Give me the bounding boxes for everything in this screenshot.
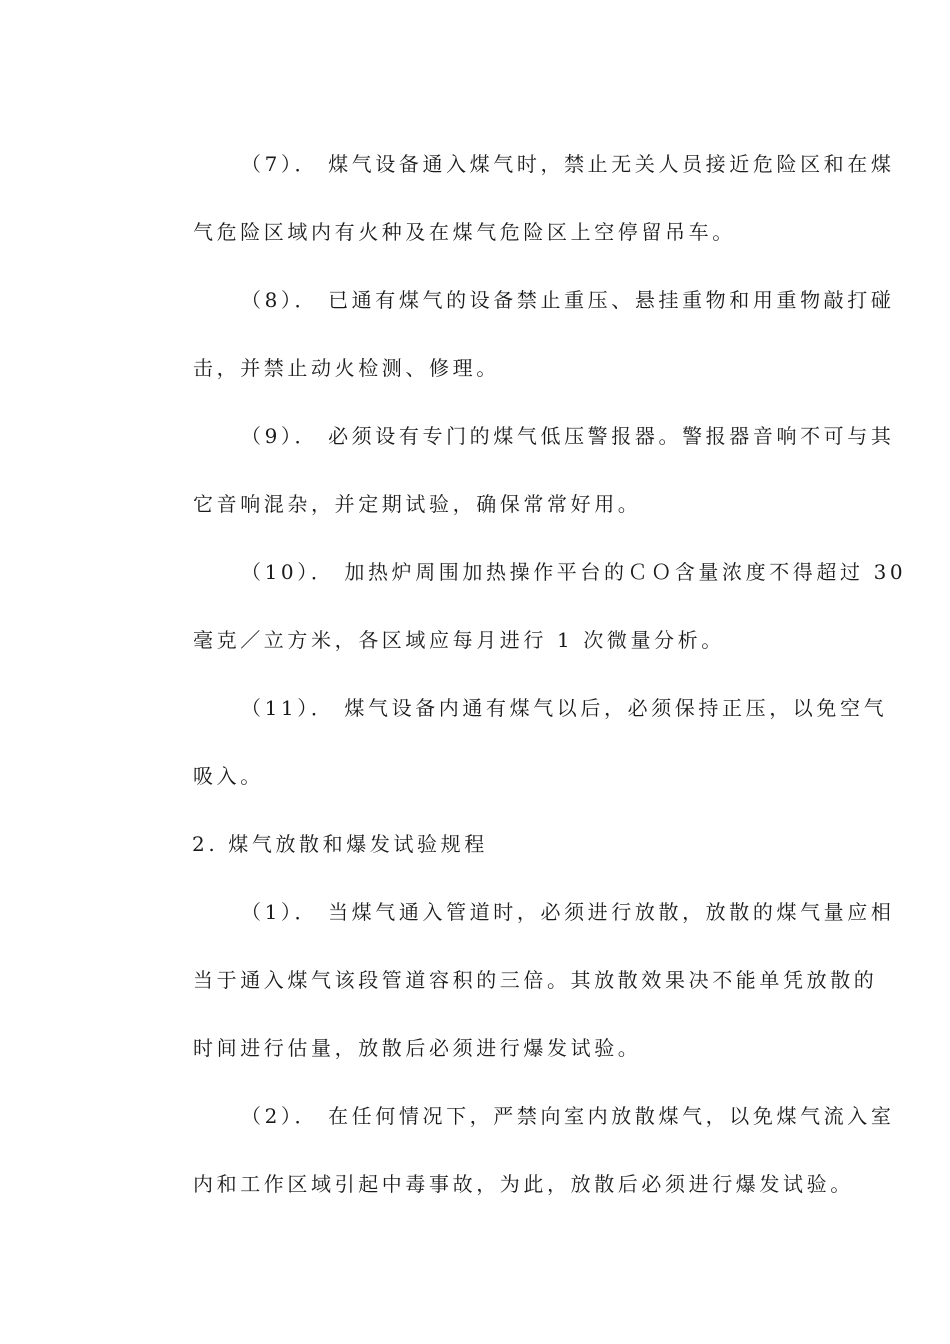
text-line: 当于通入煤气该段管道容积的三倍。其放散效果决不能单凭放散的 bbox=[193, 968, 878, 992]
text-line: 内和工作区域引起中毒事故，为此，放散后必须进行爆发试验。 bbox=[193, 1172, 854, 1196]
paragraph-item-9 bbox=[145, 402, 895, 538]
paragraph-item-10 bbox=[145, 538, 907, 674]
section-heading: 2. 煤气放散和爆发试验规程 bbox=[192, 832, 488, 856]
text-line: 毫克／立方米，各区域应每月进行 1 次微量分析。 bbox=[193, 628, 725, 652]
paragraph-item-8 bbox=[145, 266, 895, 402]
text-line: （9）． 必须设有专门的煤气低压警报器。警报器音响不可与其 bbox=[241, 424, 895, 448]
paragraph-item-7 bbox=[145, 130, 895, 266]
text-line: 它音响混杂，并定期试验，确保常常好用。 bbox=[193, 492, 642, 516]
text-line: 时间进行估量，放散后必须进行爆发试验。 bbox=[193, 1036, 642, 1060]
text-line: 吸入。 bbox=[193, 764, 264, 788]
text-line: （8）． 已通有煤气的设备禁止重压、悬挂重物和用重物敲打碰 bbox=[241, 288, 895, 312]
text-line: （10）． 加热炉周围加热操作平台的ＣＯ含量浓度不得超过 30 bbox=[241, 560, 907, 584]
paragraph-sec2-item-1 bbox=[145, 878, 895, 1082]
text-line: 击，并禁止动火检测、修理。 bbox=[193, 356, 500, 380]
text-line: （1）． 当煤气通入管道时，必须进行放散，放散的煤气量应相 bbox=[241, 900, 895, 924]
paragraph-item-11 bbox=[145, 674, 888, 810]
text-line: （2）． 在任何情况下，严禁向室内放散煤气，以免煤气流入室 bbox=[241, 1104, 895, 1128]
text-line: 气危险区域内有火种及在煤气危险区上空停留吊车。 bbox=[193, 220, 736, 244]
paragraph-sec2-item-2 bbox=[145, 1082, 895, 1218]
document-body bbox=[145, 130, 907, 1218]
text-line: （11）． 煤气设备内通有煤气以后，必须保持正压，以免空气 bbox=[241, 696, 888, 720]
text-line: （7）． 煤气设备通入煤气时，禁止无关人员接近危险区和在煤 bbox=[241, 152, 895, 176]
